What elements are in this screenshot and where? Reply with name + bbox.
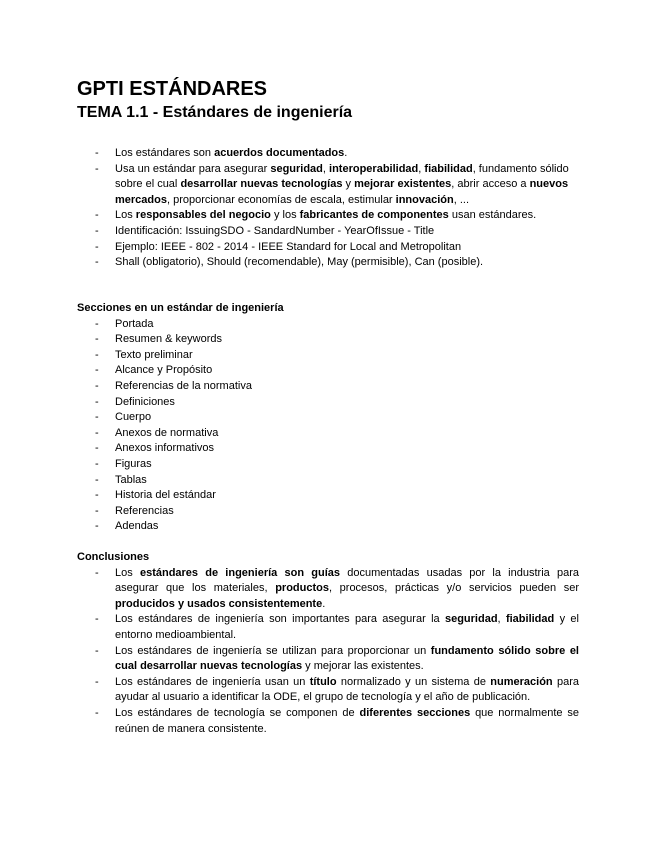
item-text: Los xyxy=(115,209,136,222)
item-text: Los estándares son xyxy=(115,147,215,159)
intro-list-item xyxy=(77,224,579,240)
intro-list-item xyxy=(77,162,579,209)
intro-section xyxy=(77,146,579,271)
page-title: GPTI ESTÁNDARES xyxy=(77,78,268,100)
item-text: , xyxy=(322,162,330,175)
sections-section xyxy=(77,301,579,535)
item-text: Texto preliminar xyxy=(115,348,193,361)
bold-text: mejorar existentes xyxy=(354,178,452,191)
conclusions-heading: Conclusiones xyxy=(77,551,150,563)
intro-list-item xyxy=(77,240,579,256)
bullet-dash: - xyxy=(95,147,99,159)
bullet-dash: - xyxy=(95,473,99,486)
item-text: Referencias xyxy=(115,504,174,517)
conclusions-list xyxy=(77,566,579,738)
item-text: Resumen & keywords xyxy=(115,333,222,346)
item-text: Ejemplo: IEEE - 802 - 2014 - IEEE Standard for Local and Metropolitan xyxy=(115,240,462,253)
item-text: Anexos de normativa xyxy=(115,426,219,439)
bullet-dash: - xyxy=(95,442,99,455)
item-text: Anexos informativos xyxy=(115,442,215,455)
bullet-dash: - xyxy=(95,644,99,657)
bold-text: productos xyxy=(275,582,329,595)
bold-text: diferentes secciones xyxy=(359,706,471,719)
bold-text: fundamento sólido sobre el cual desarrollar nuevas tecnologías xyxy=(115,644,579,673)
bullet-dash: - xyxy=(95,240,99,253)
bullet-dash: - xyxy=(95,504,99,517)
intro-list-item xyxy=(77,255,579,271)
conclusions-list-item xyxy=(77,566,579,613)
bold-text: innovación xyxy=(395,193,454,206)
item-text: , xyxy=(418,162,425,175)
bullet-dash: - xyxy=(95,489,99,502)
item-text: usan estándares. xyxy=(448,209,537,222)
bullet-dash: - xyxy=(95,348,99,361)
sections-list-item xyxy=(77,379,579,395)
item-text: Portada xyxy=(115,317,154,330)
sections-list-item xyxy=(77,426,579,442)
intro-list-item xyxy=(77,146,579,162)
bullet-dash: - xyxy=(95,224,99,237)
intro-list xyxy=(77,146,579,271)
sections-list-item xyxy=(77,363,579,379)
item-text: Tablas xyxy=(115,473,147,486)
bullet-dash: - xyxy=(95,209,99,222)
page-subtitle: TEMA 1.1 - Estándares de ingeniería xyxy=(77,104,353,121)
bullet-dash: - xyxy=(95,256,99,269)
sections-list-item xyxy=(77,348,579,364)
bold-text: seguridad xyxy=(444,613,498,626)
item-text: Los estándares de ingeniería se utilizan para proporcionar un xyxy=(115,644,431,657)
sections-list-item xyxy=(77,441,579,457)
bold-text: interoperabilidad xyxy=(329,162,419,175)
item-text: Cuerpo xyxy=(115,411,152,424)
bold-text: título xyxy=(309,675,337,688)
item-text: y los xyxy=(270,209,300,222)
intro-list-item xyxy=(77,208,579,224)
item-text: Los estándares de tecnología se componen de xyxy=(115,706,360,719)
bullet-dash: - xyxy=(95,395,99,408)
item-text: , ... xyxy=(453,193,469,206)
item-text: Adendas xyxy=(115,520,159,533)
bullet-dash: - xyxy=(95,520,99,533)
bullet-dash: - xyxy=(95,457,99,470)
conclusions-list-item xyxy=(77,612,579,643)
bold-text: nuevos mercados xyxy=(115,178,569,206)
sections-list-item xyxy=(77,519,579,535)
sections-list-item xyxy=(77,504,579,520)
bold-text: producidos y usados consistentemente xyxy=(115,597,323,610)
bold-text: fiabilidad xyxy=(505,613,555,626)
bold-text: seguridad xyxy=(270,162,323,175)
item-text: , procesos, prácticas y/o servicios pueden ser xyxy=(328,582,580,595)
item-text: que normalmente se reúnen de manera consistente. xyxy=(115,706,579,735)
bullet-dash: - xyxy=(95,706,99,719)
sections-list-item xyxy=(77,332,579,348)
bold-text: fabricantes de componentes xyxy=(299,209,449,222)
item-text: y mejorar las existentes. xyxy=(302,660,424,673)
sections-heading: Secciones en un estándar de ingeniería xyxy=(77,302,284,314)
sections-list xyxy=(77,317,579,535)
bullet-dash: - xyxy=(95,411,99,424)
sections-list-item xyxy=(77,473,579,489)
bullet-dash: - xyxy=(95,426,99,439)
item-text: . xyxy=(322,597,326,610)
sections-list-item xyxy=(77,317,579,333)
sections-list-item xyxy=(77,410,579,426)
conclusions-list-item xyxy=(77,644,579,675)
bold-text: fiabilidad xyxy=(424,162,473,175)
bullet-dash: - xyxy=(95,317,99,330)
item-text: normalizado y un sistema de xyxy=(336,675,491,688)
item-text: y el entorno medioambiental. xyxy=(115,613,579,641)
conclusions-list-item xyxy=(77,675,579,706)
item-text: documentadas usadas por la industria para asegurar que los materiales, xyxy=(115,566,579,595)
bold-text: desarrollar nuevas tecnologías xyxy=(180,178,343,191)
item-text: . xyxy=(344,147,348,159)
item-text: Figuras xyxy=(115,457,152,470)
item-text: , fundamento sólido sobre el cual xyxy=(115,162,569,191)
item-text: , abrir acceso a xyxy=(451,178,530,191)
bullet-dash: - xyxy=(95,333,99,346)
item-text: Shall (obligatorio), Should (recomendable), May (permisible), Can (posible). xyxy=(115,256,484,269)
sections-list-item xyxy=(77,395,579,411)
bullet-dash: - xyxy=(95,162,99,175)
item-text: Los estándares de ingeniería usan un xyxy=(115,675,310,688)
item-text: , proporcionar economías de escala, estimular xyxy=(166,193,396,206)
bullet-dash: - xyxy=(95,566,99,579)
item-text: para ayudar al usuario a identificar la ODE, el grupo de tecnología y el año de publicación. xyxy=(115,675,579,704)
item-text: y xyxy=(342,178,355,191)
item-text: , xyxy=(497,613,506,626)
bullet-dash: - xyxy=(95,613,99,626)
item-text: Alcance y Propósito xyxy=(115,364,213,377)
conclusions-section xyxy=(77,550,579,737)
bullet-dash: - xyxy=(95,364,99,377)
item-text: Los estándares de ingeniería son importantes para asegurar la xyxy=(115,613,445,626)
sections-list-item xyxy=(77,488,579,504)
bold-text: acuerdos documentados xyxy=(214,147,345,159)
item-text: Definiciones xyxy=(115,395,175,408)
item-text: Referencias de la normativa xyxy=(115,379,252,392)
conclusions-list-item xyxy=(77,706,579,737)
bold-text: estándares de ingeniería son guías xyxy=(139,566,340,579)
bullet-dash: - xyxy=(95,379,99,392)
bullet-dash: - xyxy=(95,675,99,688)
sections-list-item xyxy=(77,457,579,473)
item-text: Identificación: IssuingSDO - SandardNumber - YearOfIssue - Title xyxy=(115,224,435,237)
item-text: Los xyxy=(115,566,140,579)
item-text: Usa un estándar para asegurar xyxy=(115,162,271,175)
item-text: Historia del estándar xyxy=(115,489,216,502)
bold-text: numeración xyxy=(490,675,553,688)
bold-text: responsables del negocio xyxy=(135,209,271,222)
